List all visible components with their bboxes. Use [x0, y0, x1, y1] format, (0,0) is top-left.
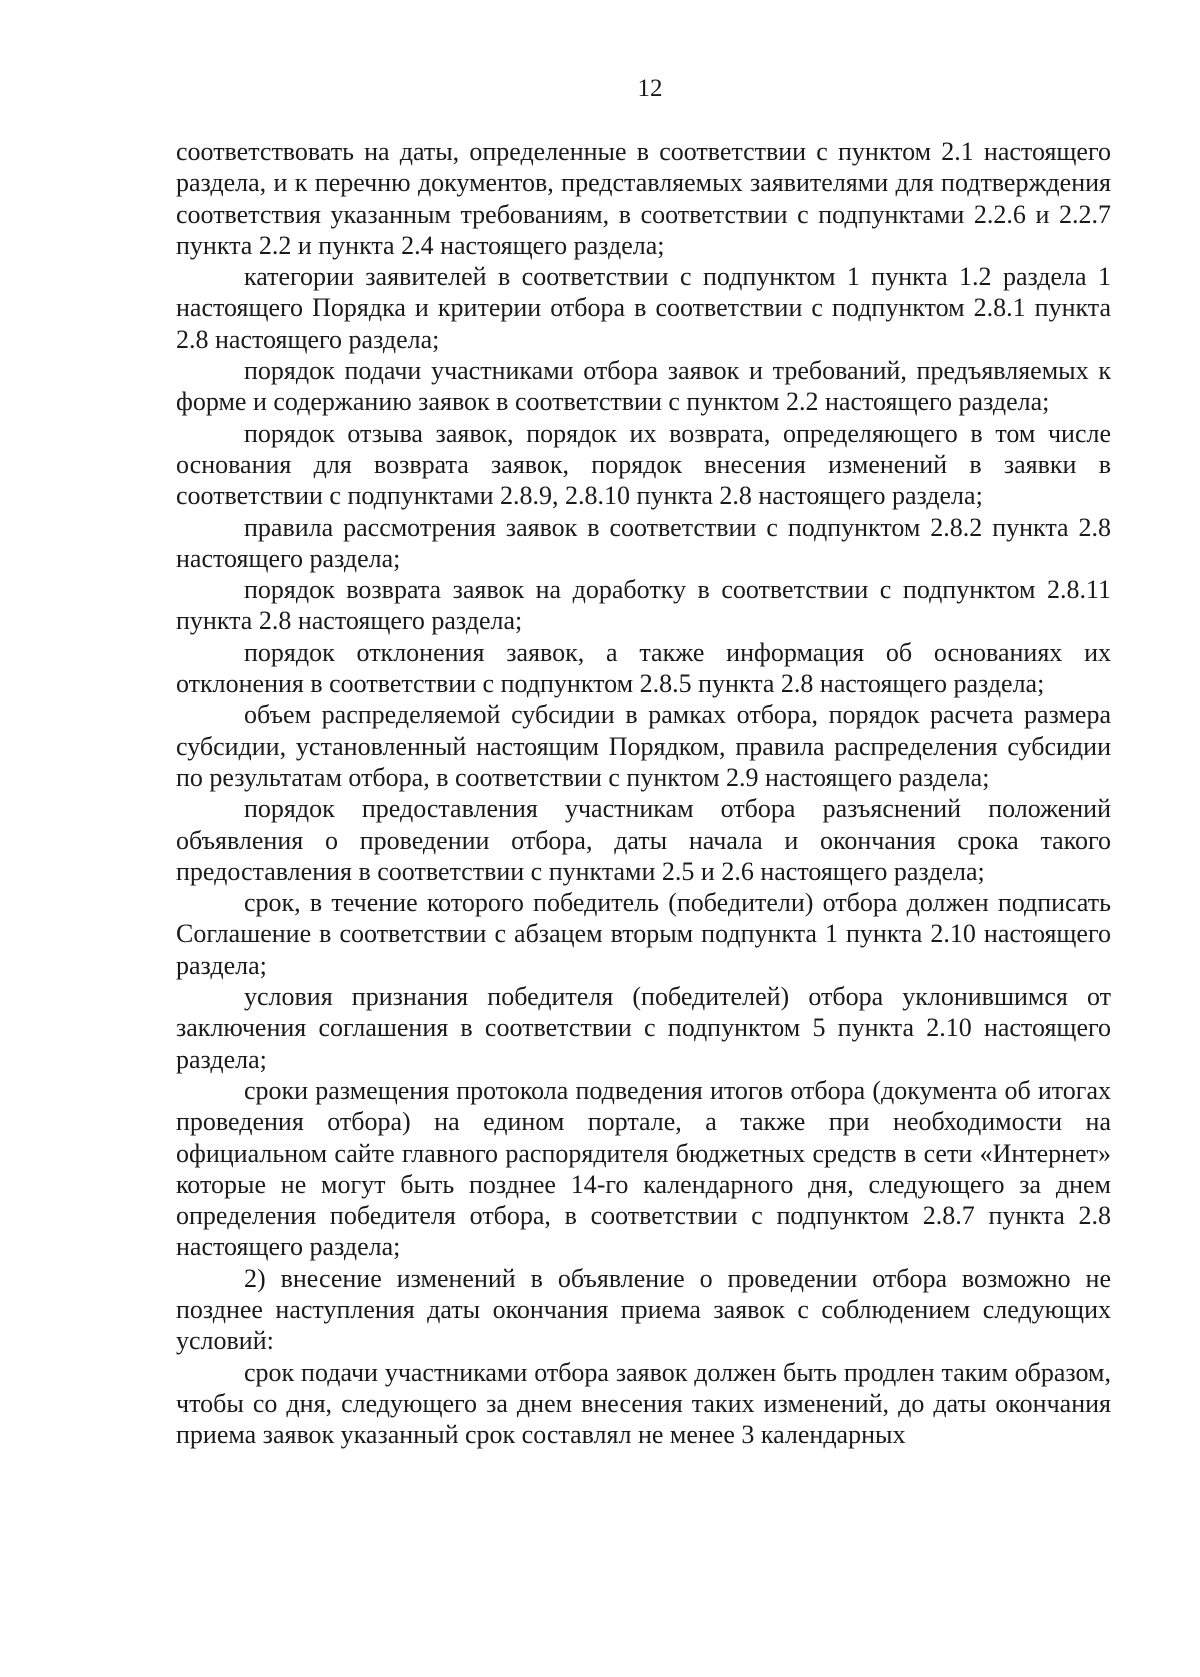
paragraph-submission-extension: срок подачи участниками отбора заявок должен быть продлен таким образом, чтобы со дня, следующего за днем внесения таких изменений, до даты окончания приема заявок указанный срок составлял не менее 3 календарных: [176, 1357, 1111, 1450]
paragraph-submission-procedure: порядок подачи участниками отбора заявок и требований, предъявляемых к форме и содержанию заявок в соответствии с пунктом 2.2 настоящего раздела;: [176, 356, 1111, 417]
paragraph-rejection-procedure: порядок отклонения заявок, а также информация об основаниях их отклонения в соответствии с подпунктом 2.8.5 пункта 2.8 настоящего раздела;: [176, 637, 1111, 699]
paragraph-return-for-revision: порядок возврата заявок на доработку в соответствии с подпунктом 2.8.11 пункта 2.8 настоящего раздела;: [176, 575, 1111, 636]
paragraph-clarifications: порядок предоставления участникам отбора разъяснений положений объявления о проведении отбора, даты начала и окончания срока такого предоставления в соответствии с пунктами 2.5 и 2.6 настоящего раздела;: [176, 794, 1111, 886]
paragraph-continuation: соответствовать на даты, определенные в соответствии с пунктом 2.1 настоящего раздела, и к перечню документов, представляемых заявителями для подтверждения соответствия указанным требованиям, в соответствии с подпунктами 2.2.6 и 2.2.7 пункта 2.2 и пункта 2.4 настоящего раздела;: [176, 137, 1111, 260]
paragraph-review-rules: правила рассмотрения заявок в соответствии с подпунктом 2.8.2 пункта 2.8 настоящего раздела;: [176, 512, 1111, 573]
paragraph-announcement-changes: 2) внесение изменений в объявление о проведении отбора возможно не позднее наступления даты окончания приема заявок с соблюдением следующих условий:: [176, 1263, 1111, 1356]
document-body: [176, 136, 1111, 1450]
paragraph-evasion-conditions: условия признания победителя (победителей) отбора уклонившимся от заключения соглашения в соответствии с подпунктом 5 пункта 2.10 настоящего раздела;: [176, 982, 1111, 1074]
paragraph-agreement-signing-term: срок, в течение которого победитель (победители) отбора должен подписать Соглашение в соответствии с абзацем вторым подпункта 1 пункта 2.10 настоящего раздела;: [176, 888, 1111, 980]
paragraph-applicant-categories: категории заявителей в соответствии с подпунктом 1 пункта 1.2 раздела 1 настоящего Порядка и критерии отбора в соответствии с подпунктом 2.8.1 пункта 2.8 настоящего раздела;: [176, 262, 1111, 354]
page-number: 12: [637, 75, 663, 102]
paragraph-withdrawal-procedure: порядок отзыва заявок, порядок их возврата, определяющего в том числе основания для возврата заявок, порядок внесения изменений в заявки в соответствии с подпунктами 2.8.9, 2.8.10 пункта 2.8 настоящего раздела;: [176, 418, 1111, 511]
paragraph-protocol-publication: сроки размещения протокола подведения итогов отбора (документа об итогах проведения отбора) на едином портале, а также при необходимости на официальном сайте главного распорядителя бюджетных средств в сети «Интернет» которые не могут быть позднее 14-го календарного дня, следующего за днем определения победителя отбора, в соответствии с подпунктом 2.8.7 пункта 2.8 настоящего раздела;: [176, 1075, 1111, 1262]
paragraph-subsidy-volume: объем распределяемой субсидии в рамках отбора, порядок расчета размера субсидии, установленный настоящим Порядком, правила распределения субсидии по результатам отбора, в соответствии с пунктом 2.9 настоящего раздела;: [176, 700, 1111, 792]
